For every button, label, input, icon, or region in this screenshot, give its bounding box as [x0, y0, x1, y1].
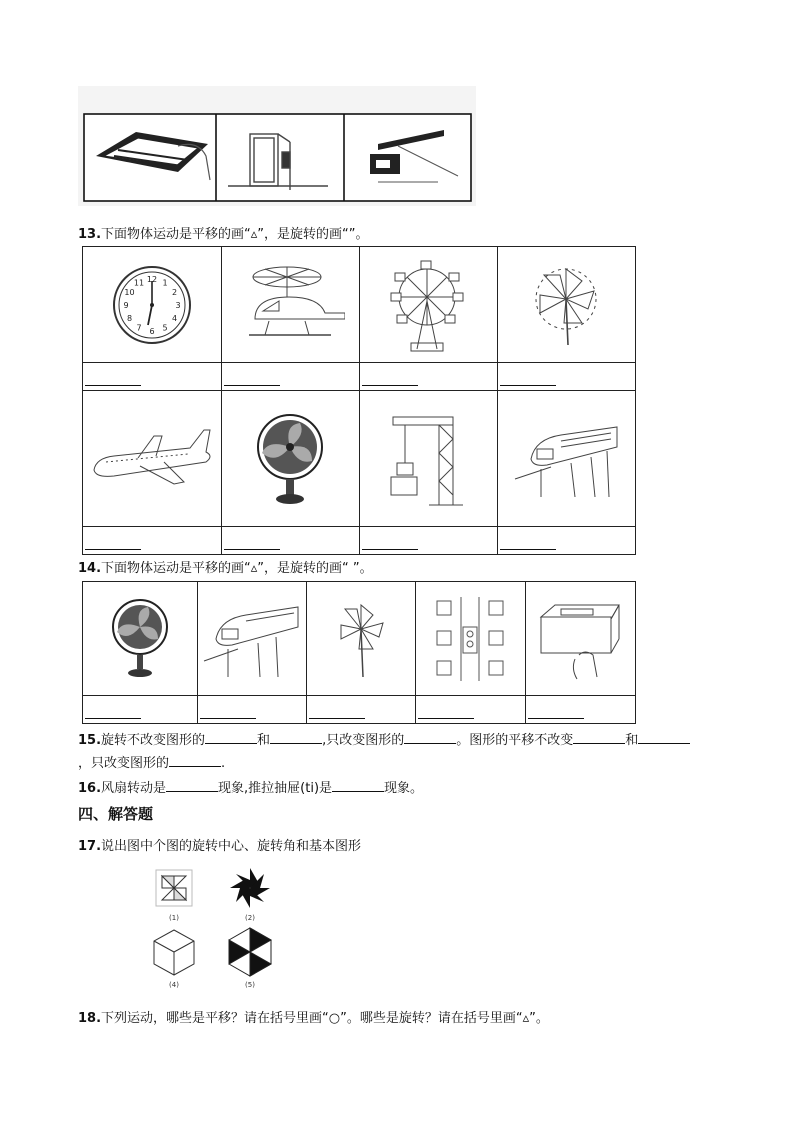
airplane-icon	[90, 424, 214, 494]
clock-numeral: 7	[136, 323, 142, 332]
q15-blank-6[interactable]	[169, 754, 221, 767]
monorail-train-icon	[511, 419, 621, 499]
question-17	[78, 838, 361, 856]
question-13-number: 13.	[78, 227, 102, 242]
question-14	[78, 560, 373, 578]
question-14-table	[82, 581, 636, 724]
q13-answer-2[interactable]	[221, 363, 359, 391]
figure-1-caption: (1)	[169, 914, 179, 922]
q15-blank-4[interactable]	[573, 731, 625, 744]
q16-blank-1[interactable]	[166, 779, 218, 792]
q15-blank-3[interactable]	[404, 731, 456, 744]
figure-4-icon	[154, 930, 194, 975]
q15-text-7: .	[221, 756, 226, 771]
q14-answer-3[interactable]	[306, 696, 415, 724]
q13-answer-1[interactable]	[83, 363, 222, 391]
drawer-pull-icon	[535, 597, 625, 681]
q14-answer-2[interactable]	[198, 696, 307, 724]
pinwheel-cell-2	[306, 582, 415, 696]
question-14-number: 14.	[78, 561, 102, 576]
section-heading: 四、解答题	[78, 805, 154, 823]
q13-answer-3[interactable]	[359, 363, 497, 391]
question-13-table	[82, 246, 636, 555]
q15-text-6: ，只改变图形的	[78, 756, 170, 771]
q16-text-1: 风扇转动是	[101, 781, 167, 796]
q13-answer-4[interactable]	[497, 363, 635, 391]
q15-blank-5[interactable]	[638, 731, 690, 744]
question-13	[78, 226, 369, 244]
clock-numeral: 11	[133, 278, 144, 287]
question-18-number: 18.	[78, 1011, 102, 1026]
figure-4-caption: (4)	[169, 981, 179, 989]
monorail-train-icon	[202, 599, 302, 679]
q14-answer-1[interactable]	[83, 696, 198, 724]
clock-numeral: 2	[171, 287, 177, 297]
question-16	[78, 779, 423, 798]
q15-text-4: 。图形的平移不改变	[456, 733, 574, 748]
figure-1-icon	[156, 870, 192, 906]
q13-answer-5[interactable]	[83, 527, 222, 555]
question-15-line-1	[78, 731, 690, 750]
q13-answer-7[interactable]	[359, 527, 497, 555]
ferris-wheel-icon	[383, 257, 473, 353]
clock-numeral: 5	[162, 323, 168, 332]
question-13-text: 下面物体运动是平移的画“▵”，是旋转的画“”。	[101, 227, 369, 242]
electric-fan-icon	[250, 411, 330, 507]
monorail-cell-2	[198, 582, 307, 696]
q15-blank-1[interactable]	[205, 731, 257, 744]
pinwheel-cell	[497, 247, 635, 363]
question-15-line-2	[78, 754, 225, 773]
fan-cell-2	[83, 582, 198, 696]
question-18-text: 下列运动，哪些是平移？请在括号里画“○”。哪些是旋转？请在括号里画“▵”。	[101, 1011, 549, 1026]
fan-cell	[221, 391, 359, 527]
traffic-cell	[416, 582, 526, 696]
figure-5-caption: (5)	[245, 981, 255, 989]
clock-numeral: 8	[126, 313, 132, 323]
question-17-number: 17.	[78, 839, 102, 854]
q15-text-2: 和	[257, 733, 271, 748]
q13-answer-8[interactable]	[497, 527, 635, 555]
clock-numeral: 3	[175, 300, 181, 310]
question-14-text: 下面物体运动是平移的画“▵”，是旋转的画“ ”。	[101, 561, 373, 576]
q16-blank-2[interactable]	[332, 779, 384, 792]
monorail-cell	[497, 391, 635, 527]
q13-answer-6[interactable]	[221, 527, 359, 555]
q15-text-3: ,只改变图形的	[322, 733, 405, 748]
pinwheel-icon	[526, 263, 606, 347]
electric-fan-icon	[105, 597, 175, 681]
helicopter-cell	[221, 247, 359, 363]
q15-blank-2[interactable]	[270, 731, 322, 744]
q15-text-1: 旋转不改变图形的	[101, 733, 206, 748]
q15-text-5: 和	[625, 733, 639, 748]
q16-text-3: 现象。	[384, 781, 424, 796]
question-18	[78, 1010, 549, 1028]
clock-numeral: 12	[146, 274, 157, 284]
rotation-figures	[148, 866, 278, 990]
clock-numeral: 9	[123, 300, 129, 310]
ferris-wheel-cell	[359, 247, 497, 363]
crane-icon	[383, 409, 473, 509]
clock-numeral: 10	[124, 287, 135, 297]
q14-answer-5[interactable]	[525, 696, 635, 724]
clock-icon	[110, 263, 194, 347]
question-15-number: 15.	[78, 733, 102, 748]
pinwheel-icon	[331, 599, 391, 679]
question-16-number: 16.	[78, 781, 102, 796]
figure-2-icon	[230, 868, 270, 908]
abc-picture-strip	[78, 86, 476, 206]
clock-numeral: 4	[171, 313, 177, 323]
helicopter-icon	[235, 263, 345, 347]
q16-text-2: 现象,推拉抽屉(ti)是	[218, 781, 333, 796]
airplane-cell	[83, 391, 222, 527]
traffic-signal-icon	[433, 597, 507, 681]
figure-5-icon	[229, 928, 271, 976]
q14-answer-4[interactable]	[416, 696, 526, 724]
question-17-text: 说出图中个图的旋转中心、旋转角和基本图形	[101, 839, 362, 854]
crane-cell	[359, 391, 497, 527]
figure-2-caption: (2)	[245, 914, 255, 922]
clock-cell	[83, 247, 222, 363]
clock-numeral: 6	[149, 326, 155, 336]
clock-numeral: 1	[162, 278, 168, 287]
drawer-cell	[525, 582, 635, 696]
